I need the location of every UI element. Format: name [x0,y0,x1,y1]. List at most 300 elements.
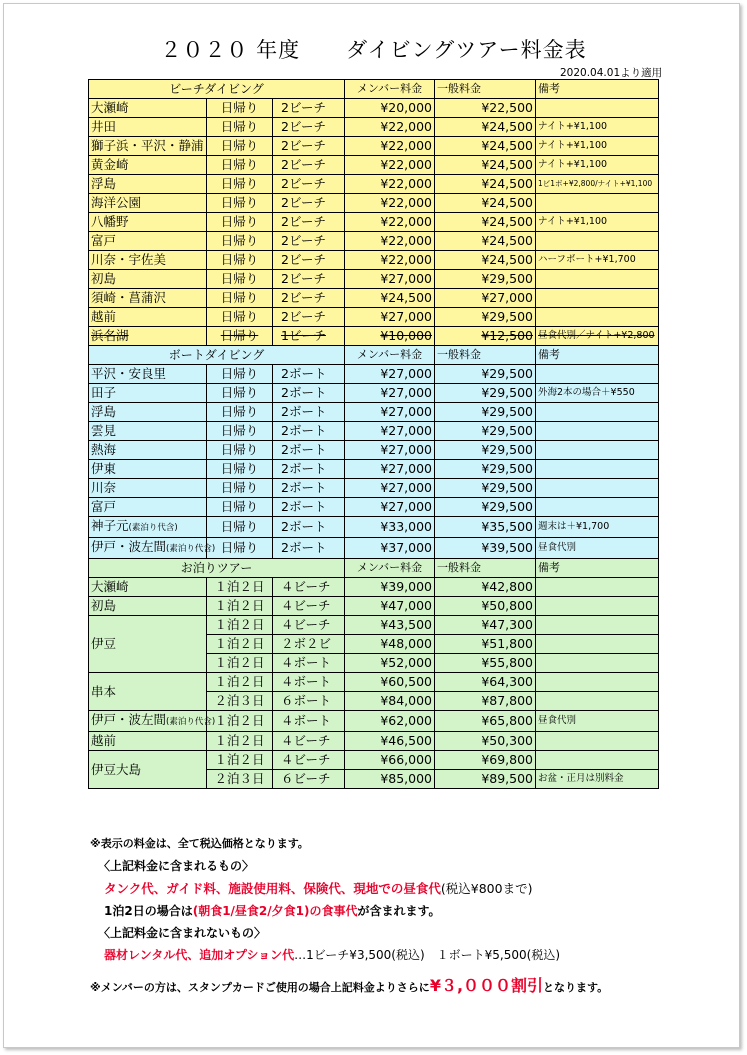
general-price-cell: ¥29,500 [435,498,536,517]
member-price-cell: ¥43,500 [345,616,435,635]
place-name: 伊戸・波左間 [91,712,167,727]
dives-cell: ４ボート [273,673,345,692]
place-note: (素泊り代含) [166,717,216,727]
remarks-cell [536,616,659,635]
place-cell [89,194,207,213]
place-cell [89,517,207,538]
general-price-cell: ¥87,800 [435,692,536,711]
days-cell: 日帰り [207,175,273,194]
included-items: タンク代、ガイド料、施設使用料、保険代、現地での昼食代 [104,881,441,896]
general-price-cell: ¥24,500 [435,194,536,213]
member-price-cell: ¥10,000 [345,327,435,346]
remarks-cell [536,635,659,654]
place-name: 黄金崎 [91,157,129,172]
table-row [89,156,659,175]
table-row [89,118,659,137]
table-row [89,538,659,559]
dives-cell: 2ボート [273,460,345,479]
place-name: 浮島 [91,404,117,419]
member-price-cell: ¥48,000 [345,635,435,654]
member-price-cell: ¥27,000 [345,308,435,327]
days-cell: 日帰り [207,137,273,156]
table-row [89,732,659,751]
general-price-cell: ¥24,500 [435,137,536,156]
member-price-cell: ¥22,000 [345,175,435,194]
place-cell [89,616,207,673]
remarks-cell [536,289,659,308]
member-price-cell: ¥66,000 [345,751,435,770]
general-price-cell: ¥39,500 [435,538,536,559]
dives-cell: 2ビーチ [273,175,345,194]
title-year: ２０２０ 年度 [160,38,301,62]
member-price-cell: ¥22,000 [345,137,435,156]
days-cell: 日帰り [207,213,273,232]
place-cell [89,232,207,251]
remarks-cell: 昼食代別 [536,538,659,559]
days-cell: 日帰り [207,251,273,270]
place-name: 浜名湖 [91,328,129,343]
table-row [89,673,659,692]
general-price-cell: ¥65,800 [435,711,536,732]
table-row [89,251,659,270]
table-row [89,99,659,118]
general-price-cell: ¥29,500 [435,422,536,441]
general-price-cell: ¥29,500 [435,365,536,384]
dives-cell: 2ビーチ [273,137,345,156]
general-price-cell: ¥47,300 [435,616,536,635]
days-cell: ２泊３日 [207,770,273,789]
place-name: 富戸 [91,233,117,248]
excluded-tail: …1ビーチ¥3,500(税込) １ボート¥5,500(税込) [294,948,561,962]
place-cell [89,308,207,327]
remarks-cell [536,365,659,384]
member-price-cell: ¥27,000 [345,403,435,422]
remarks-cell [536,732,659,751]
table-row [89,327,659,346]
place-cell [89,156,207,175]
remarks-cell [536,403,659,422]
general-price-cell: ¥51,800 [435,635,536,654]
member-price-cell: ¥85,000 [345,770,435,789]
place-name: 平沢・安良里 [91,366,167,381]
general-price-header: 一般料金 [435,80,536,99]
place-cell [89,711,216,732]
remarks-cell [536,232,659,251]
table-row [89,213,659,232]
general-price-cell: ¥29,500 [435,441,536,460]
general-price-cell: ¥29,500 [435,403,536,422]
general-price-cell: ¥24,500 [435,232,536,251]
general-price-cell: ¥89,500 [435,770,536,789]
general-price-cell: ¥22,500 [435,99,536,118]
member-price-header: メンバー料金 [345,559,435,578]
days-cell: 日帰り [207,498,273,517]
remarks-cell [536,751,659,770]
place-name: 富戸 [91,499,117,514]
meal-pre: 1泊2日の場合は [104,904,193,918]
general-price-cell: ¥35,500 [435,517,536,538]
dives-cell: ２ボ２ビ [273,635,345,654]
dives-cell: ６ビーチ [273,770,345,789]
days-cell: 日帰り [207,538,273,559]
member-price-header: メンバー料金 [345,80,435,99]
general-price-cell: ¥50,800 [435,597,536,616]
excluded-items: 器材レンタル代、追加オプション代 [104,948,295,962]
dives-cell: 2ボート [273,365,345,384]
dives-cell: 2ビーチ [273,251,345,270]
place-name: 川奈 [91,480,117,495]
place-note: (素泊り代含) [128,523,178,533]
days-cell: １泊２日 [207,654,273,673]
days-cell: 日帰り [207,403,273,422]
place-cell [89,732,207,751]
days-cell: １泊２日 [207,616,273,635]
table-row [89,479,659,498]
remarks-header: 備考 [536,559,659,578]
meal-items: (朝食1/昼食2/夕食1)の食事代 [192,904,358,918]
place-cell [89,498,207,517]
place-name: 須崎・菖蒲沢 [91,290,167,305]
member-price-cell: ¥84,000 [345,692,435,711]
dives-cell: 2ビーチ [273,213,345,232]
member-pre: ※メンバーの方は、スタンプカードご使用の場合上記料金よりさらに [90,981,430,994]
dives-cell: 2ビーチ [273,232,345,251]
place-cell [89,213,207,232]
place-cell [89,441,207,460]
table-row [89,384,659,403]
dives-cell: 2ボート [273,498,345,517]
general-price-cell: ¥24,500 [435,175,536,194]
remarks-header: 備考 [536,80,659,99]
dives-cell: 2ボート [273,517,345,538]
general-price-cell: ¥50,300 [435,732,536,751]
member-price-cell: ¥37,000 [345,538,435,559]
member-price-cell: ¥22,000 [345,251,435,270]
dives-cell: 2ボート [273,538,345,559]
place-cell [89,270,207,289]
table-row [89,289,659,308]
place-cell [89,460,207,479]
member-price-cell: ¥22,000 [345,194,435,213]
place-cell [89,673,207,711]
remarks-cell: ナイト+¥1,100 [536,156,659,175]
place-cell [89,251,207,270]
place-cell [89,538,216,559]
section-header-row [89,80,659,99]
place-cell [89,751,207,789]
dives-cell: 2ビーチ [273,270,345,289]
remarks-cell [536,308,659,327]
remarks-cell: ハーフボート+¥1,700 [536,251,659,270]
days-cell: 日帰り [207,422,273,441]
dives-cell: 2ボート [273,479,345,498]
days-cell: 日帰り [207,156,273,175]
meal-line [104,902,441,919]
remarks-cell [536,422,659,441]
member-price-cell: ¥27,000 [345,460,435,479]
member-price-cell: ¥27,000 [345,479,435,498]
general-price-cell: ¥69,800 [435,751,536,770]
place-name: 神子元 [91,518,129,533]
dives-cell: ４ビーチ [273,597,345,616]
remarks-cell [536,460,659,479]
general-price-cell: ¥64,300 [435,673,536,692]
page-title [0,34,747,64]
member-price-cell: ¥27,000 [345,422,435,441]
days-cell: 日帰り [207,460,273,479]
price-table [88,79,659,789]
remarks-cell: 1ビ1ボ+¥2,800/ナイト+¥1,100 [536,175,659,194]
place-name: 伊戸・波左間 [91,539,167,554]
dives-cell: 2ビーチ [273,308,345,327]
days-cell: １泊２日 [207,597,273,616]
table-row [89,498,659,517]
table-row [89,365,659,384]
member-price-cell: ¥60,500 [345,673,435,692]
remarks-header: 備考 [536,346,659,365]
place-name: 獅子浜・平沢・静浦 [91,138,204,153]
member-price-cell: ¥27,000 [345,498,435,517]
table-row [89,422,659,441]
remarks-cell [536,194,659,213]
days-cell: 日帰り [207,479,273,498]
section-header-row [89,559,659,578]
member-price-cell: ¥46,500 [345,732,435,751]
general-price-cell: ¥24,500 [435,156,536,175]
table-row [89,597,659,616]
place-name: 井田 [91,119,117,134]
dives-cell: ４ビーチ [273,751,345,770]
table-row [89,578,659,597]
days-cell: 日帰り [207,384,273,403]
days-cell: 日帰り [207,441,273,460]
tax-note: ※表示の料金は、全て税込価格となります。 [90,837,309,850]
table-row [89,232,659,251]
member-price-cell: ¥22,000 [345,156,435,175]
member-price-cell: ¥22,000 [345,213,435,232]
place-name: 大瀬崎 [91,100,129,115]
general-price-header: 一般料金 [435,559,536,578]
place-cell [89,99,207,118]
member-price-cell: ¥47,000 [345,597,435,616]
remarks-cell [536,270,659,289]
member-price-header: メンバー料金 [345,346,435,365]
table-row [89,308,659,327]
dives-cell: 2ボート [273,384,345,403]
dives-cell: 2ボート [273,403,345,422]
general-price-cell: ¥29,500 [435,270,536,289]
remarks-cell: ナイト+¥1,100 [536,213,659,232]
general-price-cell: ¥12,500 [435,327,536,346]
meal-post: が含まれます。 [357,904,441,918]
member-price-cell: ¥39,000 [345,578,435,597]
included-header: 〈上記料金に含まれるもの〉 [98,859,255,873]
remarks-cell [536,479,659,498]
section-header-row [89,346,659,365]
member-price-cell: ¥33,000 [345,517,435,538]
section-title: ビーチダイビング [89,80,345,99]
table-row [89,441,659,460]
place-name: 海洋公園 [91,195,142,210]
days-cell: 日帰り [207,289,273,308]
general-price-cell: ¥24,500 [435,213,536,232]
remarks-cell [536,692,659,711]
dives-cell: 2ビーチ [273,156,345,175]
days-cell: 日帰り [207,232,273,251]
remarks-cell [536,498,659,517]
dives-cell: 2ビーチ [273,118,345,137]
place-name: 越前 [91,733,117,748]
included-line [104,879,532,897]
dives-cell: 1ビーチ [273,327,345,346]
member-price-cell: ¥20,000 [345,99,435,118]
effective-date: 2020.04.01より適用 [560,67,663,79]
remarks-cell [536,673,659,692]
member-post: となります。 [543,981,609,994]
place-name: 串本 [91,683,117,699]
days-cell: １泊２日 [207,751,273,770]
days-cell: ２泊３日 [207,692,273,711]
place-cell [89,137,207,156]
dives-cell: 2ビーチ [273,194,345,213]
title-name: ダイビングツアー料金表 [346,38,587,62]
general-price-cell: ¥24,500 [435,251,536,270]
member-price-cell: ¥27,000 [345,441,435,460]
table-row [89,194,659,213]
place-note: (素泊り代含) [166,544,216,554]
table-row [89,137,659,156]
dives-cell: ４ビーチ [273,732,345,751]
place-name: 熱海 [91,442,117,457]
place-name: 初島 [91,598,117,613]
dives-cell: 2ビーチ [273,99,345,118]
remarks-cell [536,654,659,673]
days-cell: １泊２日 [207,732,273,751]
member-discount: ¥３,０００割引 [429,976,544,995]
place-name: 伊東 [91,461,117,476]
general-price-cell: ¥29,500 [435,460,536,479]
place-name: 越前 [91,309,117,324]
place-cell [89,175,207,194]
dives-cell: 2ビーチ [273,289,345,308]
days-cell: 日帰り [207,308,273,327]
member-price-cell: ¥22,000 [345,232,435,251]
place-name: 伊豆大島 [91,761,142,777]
days-cell: １泊２日 [207,673,273,692]
place-name: 大瀬崎 [91,579,129,594]
table-row [89,711,659,732]
place-cell [89,384,207,403]
table-row [89,403,659,422]
days-cell: １泊２日 [207,635,273,654]
remarks-cell: 外海2本の場合＋¥550 [536,384,659,403]
dives-cell: ６ボート [273,692,345,711]
remarks-cell [536,99,659,118]
days-cell: 日帰り [207,118,273,137]
member-price-cell: ¥24,500 [345,289,435,308]
general-price-cell: ¥29,500 [435,384,536,403]
section-title: お泊りツアー [89,559,345,578]
place-name: 田子 [91,385,117,400]
dives-cell: ４ボート [273,711,345,732]
place-name: 浮島 [91,176,117,191]
days-cell: 日帰り [207,99,273,118]
table-row [89,460,659,479]
general-price-cell: ¥29,500 [435,308,536,327]
remarks-cell: ナイト+¥1,100 [536,137,659,156]
days-cell: 日帰り [207,194,273,213]
general-price-cell: ¥42,800 [435,578,536,597]
place-cell [89,422,207,441]
member-price-cell: ¥52,000 [345,654,435,673]
dives-cell: 2ボート [273,441,345,460]
member-price-cell: ¥27,000 [345,270,435,289]
general-price-cell: ¥27,000 [435,289,536,308]
place-cell [89,479,207,498]
table-row [89,751,659,770]
general-price-header: 一般料金 [435,346,536,365]
place-cell [89,289,207,308]
days-cell: １泊２日 [207,711,273,732]
remarks-cell: 昼食代別／ナイト+¥2,800 [536,327,659,346]
price-table-body [89,80,659,789]
table-row [89,616,659,635]
member-price-cell: ¥62,000 [345,711,435,732]
general-price-cell: ¥24,500 [435,118,536,137]
dives-cell: ４ビーチ [273,616,345,635]
place-name: 川奈・宇佐美 [91,252,167,267]
section-title: ボートダイビング [89,346,345,365]
general-price-cell: ¥55,800 [435,654,536,673]
dives-cell: ４ボート [273,654,345,673]
place-cell [89,118,207,137]
member-price-cell: ¥27,000 [345,365,435,384]
excluded-line [104,946,560,963]
included-tail: (税込¥800まで) [440,881,533,896]
place-cell [89,327,207,346]
days-cell: 日帰り [207,517,273,538]
place-name: 八幡野 [91,214,129,229]
days-cell: １泊２日 [207,578,273,597]
days-cell: 日帰り [207,365,273,384]
remarks-cell: ナイト+¥1,100 [536,118,659,137]
table-row [89,517,659,538]
days-cell: 日帰り [207,270,273,289]
place-name: 雲見 [91,423,117,438]
place-cell [89,403,207,422]
remarks-cell: 週末は＋¥1,700 [536,517,659,538]
days-cell: 日帰り [207,327,273,346]
excluded-header: 〈上記料金に含まれないもの〉 [98,926,267,940]
dives-cell: ４ビーチ [273,578,345,597]
place-name: 初島 [91,271,117,286]
member-discount-note [90,973,608,996]
member-price-cell: ¥27,000 [345,384,435,403]
general-price-cell: ¥29,500 [435,479,536,498]
remarks-cell [536,578,659,597]
remarks-cell [536,597,659,616]
remarks-cell [536,441,659,460]
remarks-cell: 昼食代別 [536,711,659,732]
dives-cell: 2ボート [273,422,345,441]
place-name: 伊豆 [91,636,117,651]
table-row [89,270,659,289]
place-cell [89,365,207,384]
remarks-cell: お盆・正月は別料金 [536,770,659,789]
table-row [89,175,659,194]
place-cell [89,578,207,597]
place-cell [89,597,207,616]
